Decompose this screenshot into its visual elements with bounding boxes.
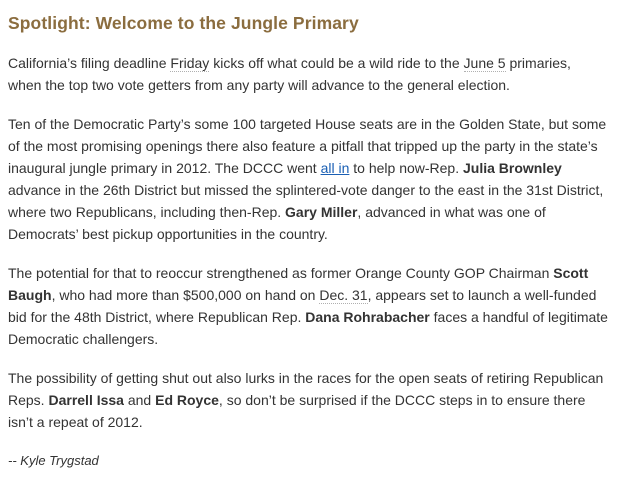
all-in-link[interactable]: all in <box>320 160 350 176</box>
paragraph-text: , advanced in what was one of Democrats’ best pickup opportunities in the country. <box>8 204 546 242</box>
person-name-scott-baugh: Scott Baugh <box>8 265 589 303</box>
paragraph-text: kicks off what could be a wild ride to the <box>209 55 464 71</box>
paragraph-3 <box>8 262 608 350</box>
paragraph-1 <box>8 52 608 96</box>
paragraph-text: , who had more than $500,000 on hand on <box>51 287 320 303</box>
paragraph-2 <box>8 113 608 245</box>
paragraph-text: The possibility of getting shut out also lurks in the races for the open seats of retiring Republican Reps. <box>8 370 604 408</box>
person-name-ed-royce: Ed Royce <box>155 392 219 408</box>
paragraph-text: to help now-Rep. <box>349 160 463 176</box>
paragraph-text: and <box>123 392 156 408</box>
paragraph-text: California’s filing deadline <box>8 55 171 71</box>
paragraph-text: , appears set to launch a well-funded bid for the 48th District, where Republican Rep. <box>8 287 597 325</box>
paragraph-text: Ten of the Democratic Party’s some 100 targeted House seats are in the Golden State, but some of the most promising openings there also feature a pitfall that tripped up the party in the state’s inaugural jungle primary in 2012. The DCCC went <box>8 116 607 176</box>
date-detected-june-5[interactable]: June 5 <box>463 55 506 71</box>
paragraph-text: primaries, when the top two vote getters from any party will advance to the general election. <box>8 55 571 93</box>
person-name-dana-rohrabacher: Dana Rohrabacher <box>305 309 430 325</box>
article-byline: -- Kyle Trygstad <box>8 453 99 468</box>
paragraph-text: faces a handful of legitimate Democratic challengers. <box>8 309 608 347</box>
date-detected-dec-31[interactable]: Dec. 31 <box>319 287 368 303</box>
paragraph-text: The potential for that to reoccur strengthened as former Orange County GOP Chairman <box>8 265 554 281</box>
paragraph-4 <box>8 367 608 433</box>
article <box>8 12 608 471</box>
person-name-darrell-issa: Darrell Issa <box>48 392 124 408</box>
paragraph-text: , so don’t be surprised if the DCCC steps in to ensure there isn’t a repeat of 2012. <box>8 392 586 430</box>
paragraph-text: advance in the 26th District but missed the splintered-vote danger to the east in the 31st District, where two Republicans, including then-Rep. <box>8 182 604 220</box>
article-headline: Spotlight: Welcome to the Jungle Primary <box>8 13 359 33</box>
date-detected-friday[interactable]: Friday <box>170 55 210 71</box>
person-name-julia-brownley: Julia Brownley <box>463 160 562 176</box>
person-name-gary-miller: Gary Miller <box>285 204 358 220</box>
